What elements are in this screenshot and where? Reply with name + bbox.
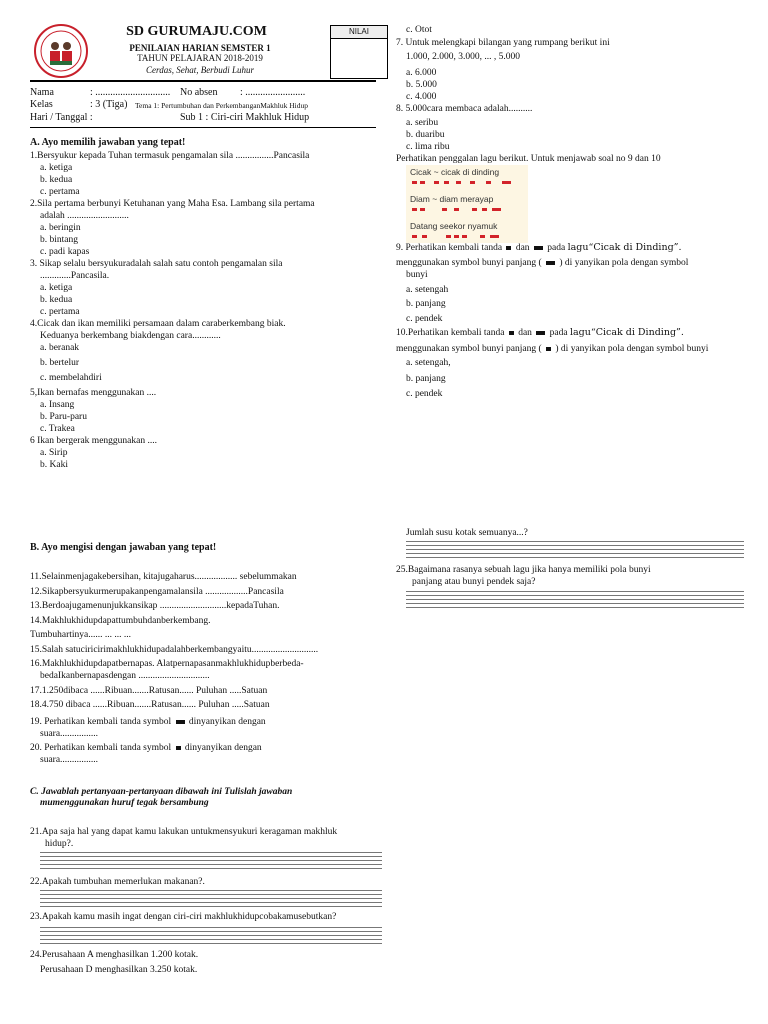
- q24: 24.Perusahaan A menghasilkan 1.200 kotak.: [30, 950, 199, 960]
- q7: 7. Untuk melengkapi bilangan yang rumpang berikut ini: [396, 38, 610, 48]
- q10: 10.Perhatikan kembali tanda dan pada lagu“Cicak di Dinding”.: [396, 327, 684, 338]
- q9-opt-a[interactable]: a. setengah: [406, 285, 449, 295]
- q25-cont: panjang atau bunyi pendek saja?: [412, 577, 536, 587]
- q9-opt-b[interactable]: b. panjang: [406, 299, 446, 309]
- section-a-title: A. Ayo memilih jawaban yang tepat!: [30, 137, 186, 148]
- q4-opt-c[interactable]: c. membelahdiri: [40, 373, 102, 383]
- q8: 8. 5.000cara membaca adalah..........: [396, 104, 533, 114]
- q7-opt-c[interactable]: c. 4.000: [406, 92, 437, 102]
- q1-opt-a[interactable]: a. ketiga: [40, 163, 73, 173]
- song-line-3: Datang seekor nyamuk: [410, 221, 498, 231]
- q6: 6 Ikan bergerak menggunakan ....: [30, 436, 157, 446]
- q6-opt-c[interactable]: c. Otot: [406, 25, 432, 35]
- sub-label: Sub 1 : Ciri-ciri Makhluk Hidup: [180, 112, 310, 123]
- q11: 11.Selainmenjagakebersihan, kitajugaharus.................. sebelummakan: [30, 572, 297, 582]
- q20: 20. Perhatikan kembali tanda symbol dinyanyikan dengan: [30, 743, 262, 753]
- q14-cont: Tumbuhartinya...... ... ... ...: [30, 630, 131, 640]
- assessment-title: PENILAIAN HARIAN SEMSTER 1: [129, 43, 271, 53]
- short-note-symbol: [546, 347, 551, 351]
- q24-line-2: Perusahaan D menghasilkan 3.250 kotak.: [40, 965, 198, 975]
- q10-opt-b[interactable]: b. panjang: [406, 374, 446, 384]
- q21: 21.Apa saja hal yang dapat kamu lakukan untukmensyukuri keragaman makhluk: [30, 827, 338, 837]
- q7-opt-a[interactable]: a. 6.000: [406, 68, 437, 78]
- q8-opt-b[interactable]: b. duaribu: [406, 130, 445, 140]
- song-intro: Perhatikan penggalan lagu berikut. Untuk menjawab soal no 9 dan 10: [396, 154, 661, 164]
- q19: 19. Perhatikan kembali tanda symbol dinyanyikan dengan: [30, 717, 266, 727]
- q6-opt-a[interactable]: a. Sirip: [40, 448, 68, 458]
- q21-answer-lines[interactable]: [40, 852, 382, 872]
- school-name: SD GURUMAJU.COM: [126, 24, 267, 39]
- q5-opt-c[interactable]: c. Trakea: [40, 424, 75, 434]
- q23: 23.Apakah kamu masih ingat dengan ciri-ciri makhlukhidupcobakamusebutkan?: [30, 912, 337, 922]
- q14: 14.Makhlukhidupdapattumbuhdanberkembang.: [30, 615, 211, 626]
- absen-label: No absen: [180, 87, 218, 98]
- section-a-left: [30, 150, 315, 471]
- q25-answer-lines[interactable]: [406, 591, 744, 611]
- q3-cont: .............Pancasila.: [40, 271, 110, 281]
- motto: Cerdas, Sehat, Berbudi Luhur: [146, 65, 254, 75]
- long-note-symbol: [176, 720, 185, 724]
- q5-opt-b[interactable]: b. Paru-paru: [40, 412, 87, 422]
- song-line-2: Diam ~ diam merayap: [410, 194, 494, 204]
- hari-label: Hari / Tanggal :: [30, 112, 93, 123]
- q24-answer-lines[interactable]: [406, 541, 744, 561]
- q18: 18.4.750 dibaca ......Ribuan.......Ratusan...... Puluhan .....Satuan: [30, 700, 270, 710]
- q1-opt-b[interactable]: b. kedua: [40, 175, 73, 185]
- header-divider: [30, 80, 376, 82]
- info-divider: [30, 127, 376, 128]
- q21-cont: hidup?.: [45, 839, 74, 849]
- absen-field[interactable]: : ........................: [240, 87, 306, 98]
- q9-opt-c[interactable]: c. pendek: [406, 314, 443, 324]
- q25: 25.Bagaimana rasanya sebuah lagu jika hanya memiliki pola bunyi: [396, 565, 651, 575]
- section-c-title: C. Jawablah pertanyaan-pertanyaan dibawah ini Tulislah jawaban: [30, 787, 293, 797]
- q10-line-2: menggunakan symbol bunyi panjang ( ) di yanyikan pola dengan symbol bunyi: [396, 344, 709, 354]
- q2-opt-a[interactable]: a. beringin: [40, 223, 81, 233]
- q2-opt-c[interactable]: c. padi kapas: [40, 247, 90, 257]
- q2-opt-b[interactable]: b. bintang: [40, 235, 78, 245]
- q9-line-3: bunyi: [406, 270, 428, 280]
- long-note-symbol: [534, 246, 543, 250]
- q20-cont: suara................: [40, 755, 99, 765]
- section-b-title: B. Ayo mengisi dengan jawaban yang tepat!: [30, 542, 217, 553]
- q12: 12.Sikapbersyukurmerupakanpengamalansila ..................Pancasila: [30, 586, 284, 597]
- short-note-symbol: [506, 246, 511, 250]
- section-a-right: [396, 24, 661, 165]
- q7-opt-b[interactable]: b. 5.000: [406, 80, 437, 90]
- q24-line-3: Jumlah susu kotak semuanya...?: [406, 528, 528, 538]
- q2: 2.Sila pertama berbunyi Ketuhanan yang Maha Esa. Lambang sila pertama: [30, 199, 315, 209]
- song-excerpt: [406, 165, 528, 243]
- long-note-symbol: [546, 261, 555, 265]
- kelas-label: Kelas: [30, 99, 53, 110]
- q3-opt-b[interactable]: b. kedua: [40, 295, 73, 305]
- q1-opt-c[interactable]: c. pertama: [40, 187, 80, 197]
- q5: 5,Ikan bernafas menggunakan ....: [30, 388, 157, 398]
- q5-opt-a[interactable]: a. Insang: [40, 400, 75, 410]
- q9-line-2: menggunakan symbol bunyi panjang ( ) di yanyikan pola dengan symbol: [396, 258, 689, 268]
- q22-answer-lines[interactable]: [40, 890, 382, 910]
- q19-cont: suara................: [40, 729, 99, 739]
- song-line-1: Cicak ~ cicak di dinding: [410, 167, 500, 177]
- q3-opt-a[interactable]: a. ketiga: [40, 283, 73, 293]
- kelas-value: : 3 (Tiga): [90, 99, 128, 110]
- q10-opt-c[interactable]: c. pendek: [406, 389, 443, 399]
- q2-cont: adalah ..........................: [40, 211, 129, 221]
- q23-answer-lines[interactable]: [40, 927, 382, 947]
- q3-opt-c[interactable]: c. pertama: [40, 307, 80, 317]
- q16: 16.Makhlukhidupdapatbernapas. Alatpernapasanmakhlukhidupberbeda-: [30, 659, 304, 669]
- q17: 17.1.250dibaca ......Ribuan.......Ratusan...... Puluhan .....Satuan: [30, 685, 268, 696]
- q4-opt-b[interactable]: b. bertelur: [40, 358, 80, 368]
- nama-label: Nama: [30, 87, 54, 98]
- q22: 22.Apakah tumbuhan memerlukan makanan?.: [30, 877, 205, 887]
- score-label: NILAI: [331, 26, 387, 39]
- nama-field[interactable]: : ..............................: [90, 87, 171, 98]
- q13: 13.Berdoajugamenunjukkansikap ............................kepadaTuhan.: [30, 601, 280, 611]
- school-year: TAHUN PELAJARAN 2018-2019: [137, 53, 263, 63]
- section-c-title-2: mumenggunakan huruf tegak bersambung: [40, 798, 209, 808]
- q9: 9. Perhatikan kembali tanda dan pada lagu“Cicak di Dinding”.: [396, 242, 682, 253]
- long-note-symbol: [536, 331, 545, 335]
- q10-opt-a[interactable]: a. setengah,: [406, 358, 451, 368]
- q16-cont: bedaIkanbernapasdengan ..............................: [40, 671, 210, 681]
- q8-opt-a[interactable]: a. seribu: [406, 118, 439, 128]
- q6-opt-b[interactable]: b. Kaki: [40, 460, 68, 470]
- q3: 3. Sikap selalu bersyukuradalah salah satu contoh pengamalan sila: [30, 259, 283, 269]
- q7-sequence: 1.000, 2.000, 3.000, ... , 5.000: [406, 52, 520, 62]
- score-box: [330, 25, 388, 79]
- q4: 4.Cicak dan ikan memiliki persamaan dalam caraberkembang biak.: [30, 319, 286, 329]
- q15: 15.Salah satuciricirimakhlukhidupadalahberkembangyaitu............................: [30, 644, 319, 655]
- short-note-symbol: [509, 331, 514, 335]
- section-b-list: [30, 571, 318, 714]
- tema-label: Tema 1: Pertumbuhan dan PerkembanganMakhluk Hidup: [135, 101, 308, 110]
- q8-opt-c[interactable]: c. lima ribu: [406, 142, 450, 152]
- short-note-symbol: [176, 746, 181, 750]
- q4-cont: Keduanya berkembang biakdengan cara............: [40, 331, 221, 341]
- q1: 1.Bersyukur kepada Tuhan termasuk pengamalan sila ................Pancasila: [30, 151, 310, 161]
- q4-opt-a[interactable]: a. beranak: [40, 343, 80, 353]
